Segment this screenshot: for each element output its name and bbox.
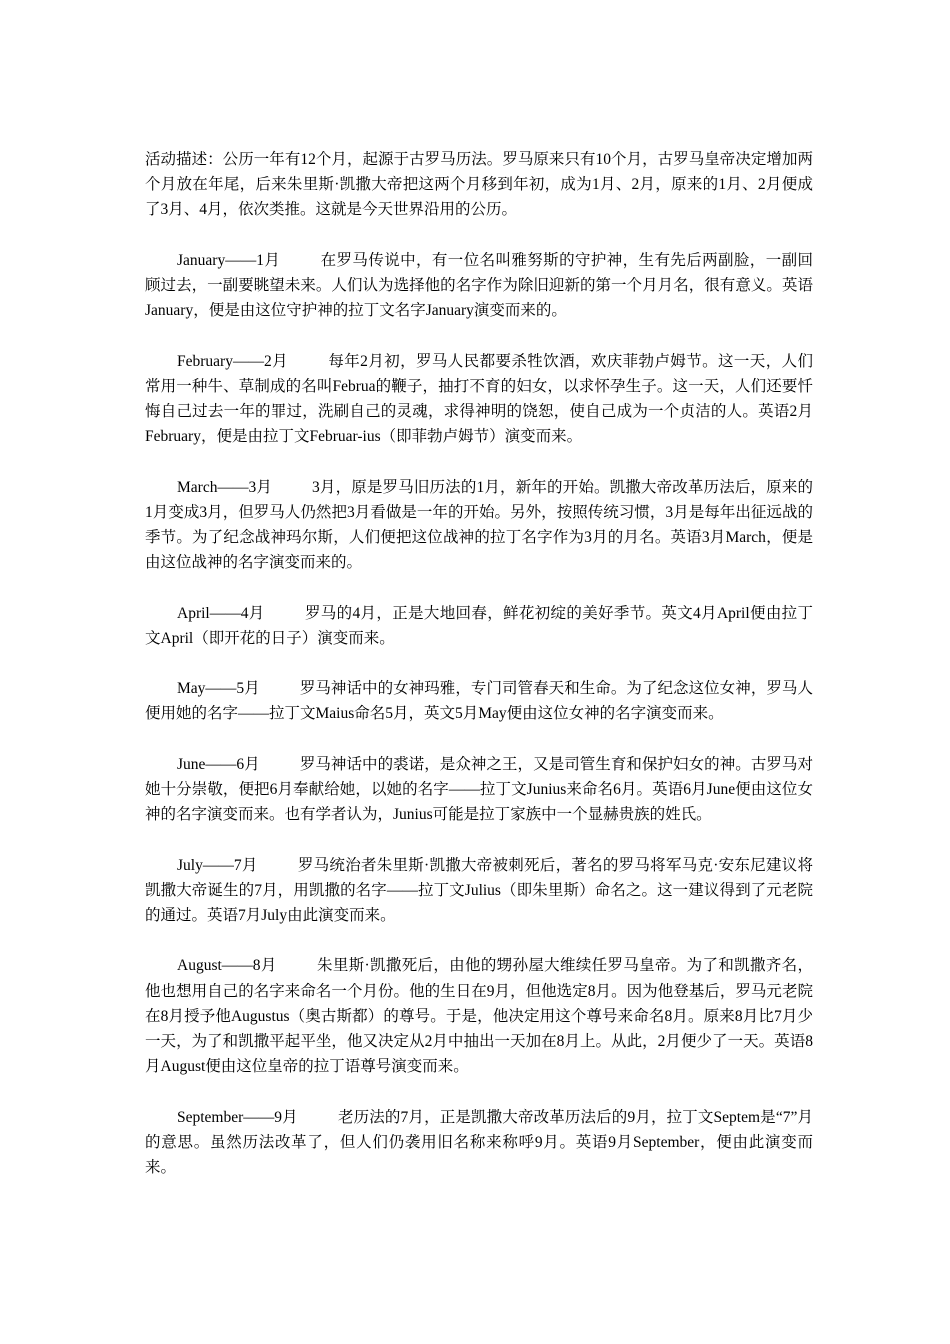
month-heading: February——2月 bbox=[177, 352, 288, 370]
month-text: 罗马的4月，正是大地回春，鲜花初绽的美好季节。英文4月April便由拉丁文April（即开花的日子）演变而来。 bbox=[145, 604, 813, 647]
month-paragraph-march bbox=[145, 475, 813, 576]
month-paragraph-april bbox=[145, 601, 813, 651]
month-text: 罗马神话中的女神玛雅，专门司管春天和生命。为了纪念这位女神，罗马人便用她的名字——拉丁文Maius命名5月，英文5月May便由这位女神的名字演变而来。 bbox=[145, 680, 813, 723]
month-heading: March——3月 bbox=[177, 478, 273, 496]
month-paragraph-february bbox=[145, 349, 813, 450]
month-heading: May——5月 bbox=[177, 680, 260, 698]
month-text: 罗马统治者朱里斯·凯撒大帝被刺死后，著名的罗马将军马克·安东尼建议将凯撒大帝诞生的7月，用凯撒的名字——拉丁文Julius（即朱里斯）命名之。这一建议得到了元老院的通过。英语7月July由此演变而来。 bbox=[145, 856, 813, 924]
intro-paragraph: 活动描述：公历一年有12个月，起源于古罗马历法。罗马原来只有10个月，古罗马皇帝决定增加两个月放在年尾，后来朱里斯·凯撒大帝把这两个月移到年初，成为1月、2月，原来的1月、2月便成了3月、4月，依次类推。这就是今天世界沿用的公历。 bbox=[145, 151, 813, 219]
month-text: 每年2月初，罗马人民都要杀牲饮酒，欢庆菲勃卢姆节。这一天，人们常用一种牛、草制成的名叫Februa的鞭子，抽打不育的妇女，以求怀孕生子。这一天，人们还要忏悔自己过去一年的罪过，洗刷自己的灵魂，求得神明的饶恕，使自己成为一个贞洁的人。英语2月February，便是由拉丁文Februar-ius（即菲勃卢姆节）演变而来。 bbox=[145, 352, 813, 446]
month-heading: July——7月 bbox=[177, 856, 258, 874]
month-heading: January——1月 bbox=[177, 251, 281, 269]
month-paragraph-may bbox=[145, 676, 813, 726]
month-heading: September——9月 bbox=[177, 1108, 298, 1126]
month-heading: August——8月 bbox=[177, 957, 277, 975]
month-text: 罗马神话中的裘诺，是众神之王，又是司管生育和保护妇女的神。古罗马对她十分崇敬，便把6月奉献给她，以她的名字——拉丁文Junius来命名6月。英语6月June便由这位女神的名字演变而来。也有学者认为，Junius可能是拉丁家族中一个显赫贵族的姓氏。 bbox=[145, 755, 813, 824]
month-text: 3月，原是罗马旧历法的1月，新年的开始。凯撒大帝改革历法后，原来的1月变成3月，但罗马人仍然把3月看做是一年的开始。另外，按照传统习惯，3月是每年出征远战的季节。为了纪念战神玛尔斯，人们便把这位战神的拉丁名字作为3月的月名。英语3月March，便是由这位战神的名字演变而来的。 bbox=[145, 478, 813, 572]
month-paragraph-july bbox=[145, 853, 813, 929]
month-text: 在罗马传说中，有一位名叫雅努斯的守护神，生有先后两副脸，一副回顾过去，一副要眺望未来。人们认为选择他的名字作为除旧迎新的第一个月月名，很有意义。英语January，便是由这位守护神的拉丁文名字January演变而来的。 bbox=[145, 251, 813, 320]
month-paragraph-september bbox=[145, 1105, 813, 1181]
month-paragraph-january bbox=[145, 248, 813, 324]
month-heading: April——4月 bbox=[177, 604, 265, 622]
month-paragraph-august bbox=[145, 953, 813, 1079]
month-text: 老历法的7月，正是凯撒大帝改革历法后的9月，拉丁文Septem是“7”月的意思。虽然历法改革了，但人们仍袭用旧名称来称呼9月。英语9月September，便由此演变而来。 bbox=[145, 1108, 813, 1176]
document-body bbox=[145, 147, 813, 1205]
month-text: 朱里斯·凯撒死后，由他的甥孙屋大维续任罗马皇帝。为了和凯撒齐名，他也想用自己的名字来命名一个月份。他的生日在9月，但他选定8月。因为他登基后，罗马元老院在8月授予他Augustus（奥古斯都）的尊号。于是，他决定用这个尊号来命名8月。原来8月比7月少一天，为了和凯撒平起平坐，他又决定从2月中抽出一天加在8月上。从此，2月便少了一天。英语8月August便由这位皇帝的拉丁语尊号演变而来。 bbox=[145, 957, 813, 1076]
month-paragraph-june bbox=[145, 752, 813, 828]
month-heading: June——6月 bbox=[177, 755, 260, 773]
